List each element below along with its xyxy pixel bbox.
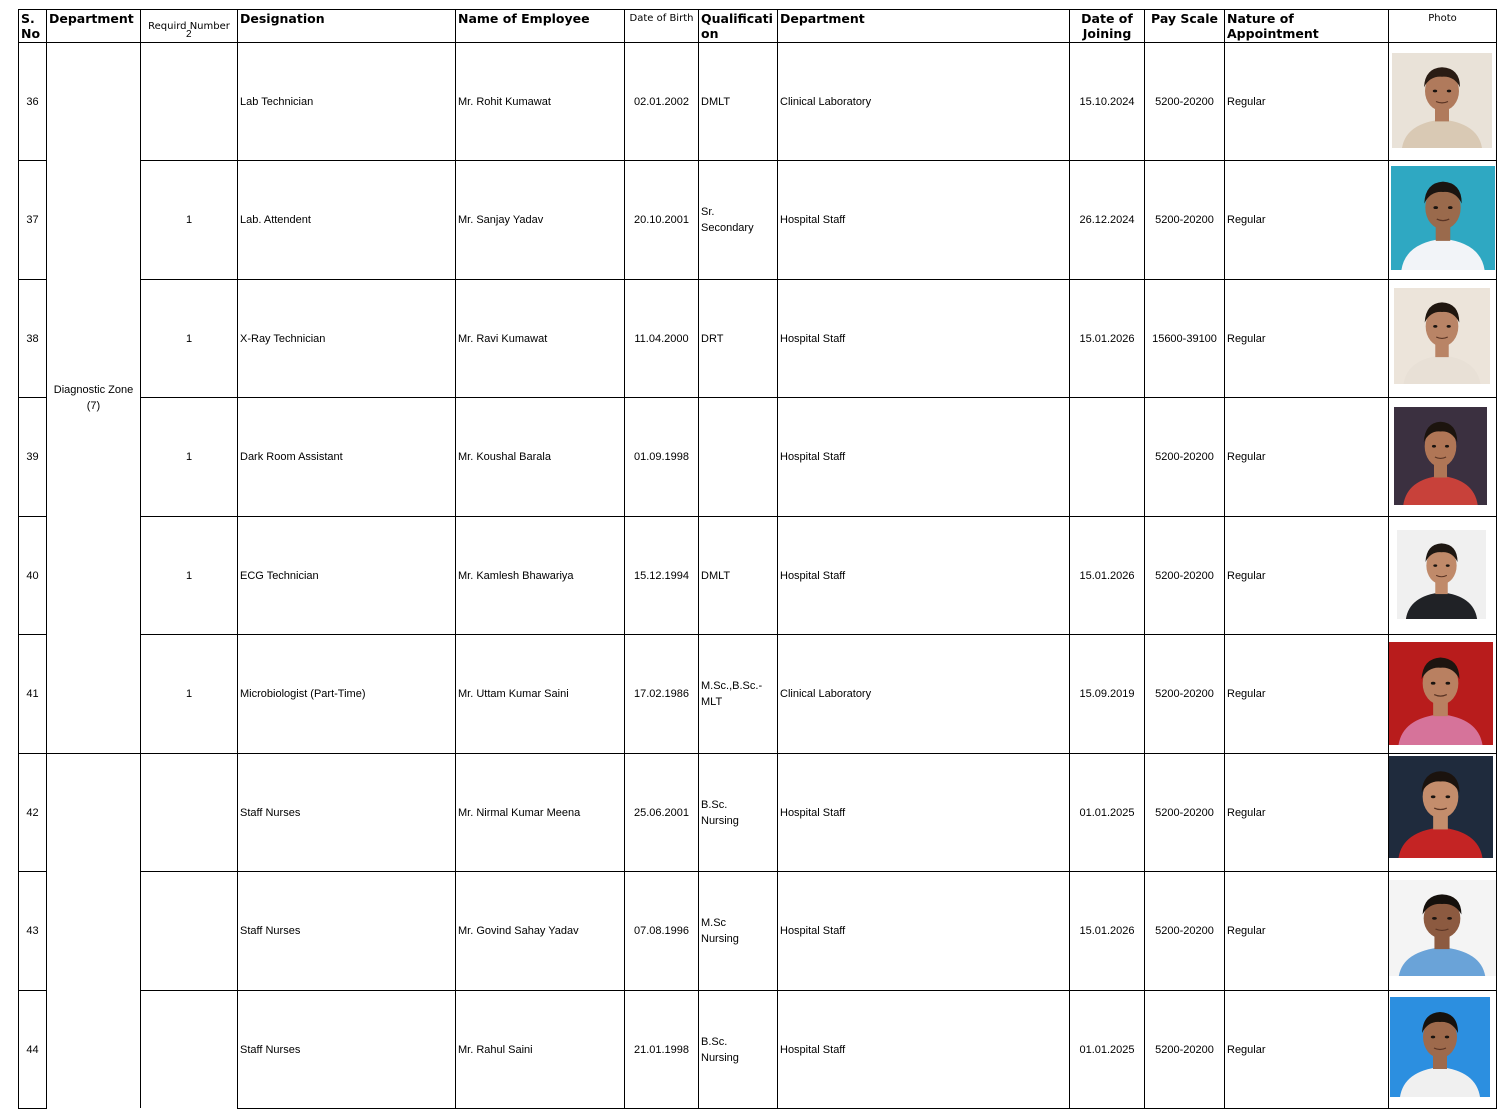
- grid-line: [18, 1108, 47, 1109]
- employee-photo: [1394, 407, 1487, 505]
- grid-line: [140, 397, 1497, 398]
- pay-scale-cell: 5200-20200: [1155, 451, 1214, 463]
- grid-line: [18, 871, 47, 872]
- required-number: [141, 991, 237, 1108]
- qualification-cell: M.Sc.,B.Sc.-MLT: [701, 680, 763, 708]
- date-of-joining-cell: [1070, 398, 1144, 516]
- serial-number: 42: [26, 806, 39, 819]
- date-of-birth-cell: 20.10.2001: [633, 214, 690, 226]
- department-cell: Hospital Staff: [780, 569, 846, 582]
- grid-line: [140, 516, 1497, 517]
- employee-name-cell: Mr. Govind Sahay Yadav: [458, 925, 579, 937]
- employee-photo: [1394, 288, 1490, 384]
- required-number: [141, 43, 237, 160]
- grid-line: [140, 279, 1497, 280]
- grid-line: [624, 9, 625, 1108]
- employee-photo: [1390, 997, 1490, 1097]
- header-designation: Designation: [240, 11, 325, 26]
- date-of-birth-cell: 11.04.2000: [634, 332, 689, 345]
- designation-cell: Lab Technician: [240, 95, 314, 108]
- department-cell: Hospital Staff: [780, 214, 846, 226]
- header-sno: S. No: [21, 11, 41, 41]
- department-cell: Hospital Staff: [780, 451, 846, 463]
- employee-name-cell: Mr. Rahul Saini: [458, 1043, 533, 1056]
- grid-line: [455, 9, 456, 1108]
- designation-cell: Dark Room Assistant: [240, 451, 343, 463]
- nature-of-appointment-cell: Regular: [1227, 688, 1266, 700]
- department-group-cell: [47, 753, 140, 1108]
- grid-line: [18, 634, 47, 635]
- grid-line: [18, 160, 47, 161]
- nature-of-appointment-cell: Regular: [1227, 925, 1266, 937]
- pay-scale-cell: 15600-39100: [1152, 332, 1217, 345]
- date-of-birth-cell: 17.02.1986: [633, 688, 690, 700]
- required-number: 1: [185, 214, 193, 226]
- serial-number: 44: [26, 1043, 39, 1056]
- grid-line: [18, 397, 47, 398]
- header-date-of-birth: Date of Birth: [629, 13, 694, 24]
- date-of-birth-cell: 25.06.2001: [633, 806, 690, 819]
- header-date-of-joining: Date of Joining: [1081, 11, 1133, 41]
- header-employee-name: Name of Employee: [458, 11, 590, 26]
- grid-line: [140, 160, 1497, 161]
- designation-cell: Lab. Attendent: [240, 214, 311, 226]
- header-nature-of-appointment: Nature of Appointment: [1227, 11, 1319, 41]
- grid-line: [46, 9, 47, 1108]
- qualification-cell: M.Sc Nursing: [701, 917, 739, 945]
- date-of-joining-cell: 15.01.2026: [1079, 569, 1135, 582]
- qualification-cell: B.Sc. Nursing: [701, 798, 739, 827]
- date-of-joining-cell: 01.01.2025: [1079, 1043, 1135, 1056]
- designation-cell: Staff Nurses: [240, 1043, 301, 1056]
- department-cell: Hospital Staff: [780, 925, 846, 937]
- qualification-cell: DMLT: [701, 569, 731, 582]
- designation-cell: X-Ray Technician: [240, 332, 326, 345]
- grid-line: [1224, 9, 1225, 1108]
- serial-number: 37: [26, 214, 39, 226]
- required-number: [141, 872, 237, 990]
- department-group-cell: Diagnostic Zone (7): [53, 383, 134, 412]
- grid-line: [18, 9, 1497, 10]
- required-number: 1: [185, 688, 193, 700]
- grid-line: [1144, 9, 1145, 1108]
- department-cell: Clinical Laboratory: [780, 95, 872, 108]
- grid-line: [18, 9, 19, 1108]
- employee-name-cell: Mr. Uttam Kumar Saini: [458, 688, 569, 700]
- employee-photo: [1392, 53, 1492, 148]
- required-number: 1: [185, 569, 193, 582]
- nature-of-appointment-cell: Regular: [1227, 569, 1266, 582]
- designation-cell: Staff Nurses: [240, 806, 301, 819]
- nature-of-appointment-cell: Regular: [1227, 95, 1266, 108]
- grid-line: [1069, 9, 1070, 1108]
- date-of-birth-cell: 15.12.1994: [633, 569, 690, 582]
- header-department-2: Department: [780, 11, 865, 26]
- qualification-cell: DRT: [701, 332, 724, 345]
- required-number: [141, 754, 237, 871]
- grid-line: [18, 990, 47, 991]
- header-required-number: Requird Number: [148, 21, 230, 32]
- employee-photo: [1391, 166, 1495, 270]
- department-cell: Clinical Laboratory: [780, 688, 872, 700]
- date-of-joining-cell: 26.12.2024: [1079, 214, 1135, 226]
- employee-photo: [1388, 642, 1493, 745]
- qualification-cell: B.Sc. Nursing: [701, 1035, 739, 1064]
- grid-line: [237, 9, 238, 1108]
- date-of-joining-cell: 15.01.2026: [1079, 332, 1135, 345]
- serial-number: 38: [26, 332, 39, 345]
- pay-scale-cell: 5200-20200: [1155, 806, 1214, 819]
- pay-scale-cell: 5200-20200: [1155, 95, 1214, 108]
- serial-number: 39: [26, 451, 39, 463]
- date-of-joining-cell: 01.01.2025: [1079, 806, 1135, 819]
- grid-line: [1496, 9, 1497, 1108]
- serial-number: 43: [26, 925, 39, 937]
- pay-scale-cell: 5200-20200: [1155, 1043, 1214, 1056]
- date-of-birth-cell: 01.09.1998: [633, 451, 690, 463]
- serial-number: 40: [26, 569, 39, 582]
- designation-cell: ECG Technician: [240, 569, 319, 582]
- pay-scale-cell: 5200-20200: [1155, 925, 1214, 937]
- grid-line: [18, 516, 47, 517]
- employee-name-cell: Mr. Sanjay Yadav: [458, 214, 544, 226]
- designation-cell: Microbiologist (Part-Time): [240, 688, 366, 700]
- department-cell: Hospital Staff: [780, 332, 846, 345]
- employee-name-cell: Mr. Nirmal Kumar Meena: [458, 806, 581, 819]
- grid-line: [777, 9, 778, 1108]
- header-pay-scale: Pay Scale: [1151, 11, 1218, 26]
- nature-of-appointment-cell: Regular: [1227, 1043, 1266, 1056]
- grid-line: [18, 42, 1497, 43]
- nature-of-appointment-cell: Regular: [1227, 214, 1266, 226]
- serial-number: 36: [26, 95, 39, 108]
- date-of-joining-cell: 15.09.2019: [1079, 688, 1135, 700]
- department-cell: Hospital Staff: [780, 806, 846, 819]
- date-of-birth-cell: 21.01.1998: [633, 1043, 690, 1056]
- employee-photo: [1397, 530, 1486, 619]
- grid-line: [140, 634, 1497, 635]
- serial-number: 41: [26, 688, 39, 700]
- qualification-cell: Sr. Secondary: [701, 206, 754, 234]
- grid-line: [18, 753, 1497, 754]
- designation-cell: Staff Nurses: [240, 925, 301, 937]
- qualification-cell: DMLT: [701, 95, 731, 108]
- date-of-birth-cell: 07.08.1996: [633, 925, 690, 937]
- employee-photo: [1388, 880, 1496, 976]
- grid-line: [237, 1108, 1497, 1109]
- grid-line: [1388, 9, 1389, 1108]
- grid-line: [18, 279, 47, 280]
- required-number: 1: [185, 451, 193, 463]
- qualification-cell: [699, 398, 777, 516]
- nature-of-appointment-cell: Regular: [1227, 451, 1266, 463]
- required-number: 1: [185, 332, 193, 345]
- date-of-joining-cell: 15.01.2026: [1079, 925, 1135, 937]
- employee-name-cell: Mr. Koushal Barala: [458, 451, 551, 463]
- employee-photo: [1388, 756, 1493, 858]
- grid-line: [140, 9, 141, 1108]
- grid-line: [698, 9, 699, 1108]
- clipped-value-fragment: 2: [186, 29, 192, 40]
- date-of-joining-cell: 15.10.2024: [1079, 95, 1135, 108]
- header-department: Department: [49, 11, 134, 26]
- header-qualification: Qualification: [701, 11, 773, 41]
- grid-line: [140, 990, 1497, 991]
- pay-scale-cell: 5200-20200: [1155, 214, 1214, 226]
- header-photo: Photo: [1428, 13, 1457, 24]
- pay-scale-cell: 5200-20200: [1155, 569, 1214, 582]
- pay-scale-cell: 5200-20200: [1155, 688, 1214, 700]
- employee-name-cell: Mr. Kamlesh Bhawariya: [458, 569, 574, 582]
- nature-of-appointment-cell: Regular: [1227, 806, 1266, 819]
- grid-line: [140, 871, 1497, 872]
- nature-of-appointment-cell: Regular: [1227, 332, 1266, 345]
- employee-name-cell: Mr. Rohit Kumawat: [458, 95, 551, 108]
- department-cell: Hospital Staff: [780, 1043, 846, 1056]
- date-of-birth-cell: 02.01.2002: [633, 95, 690, 108]
- employee-name-cell: Mr. Ravi Kumawat: [458, 332, 548, 345]
